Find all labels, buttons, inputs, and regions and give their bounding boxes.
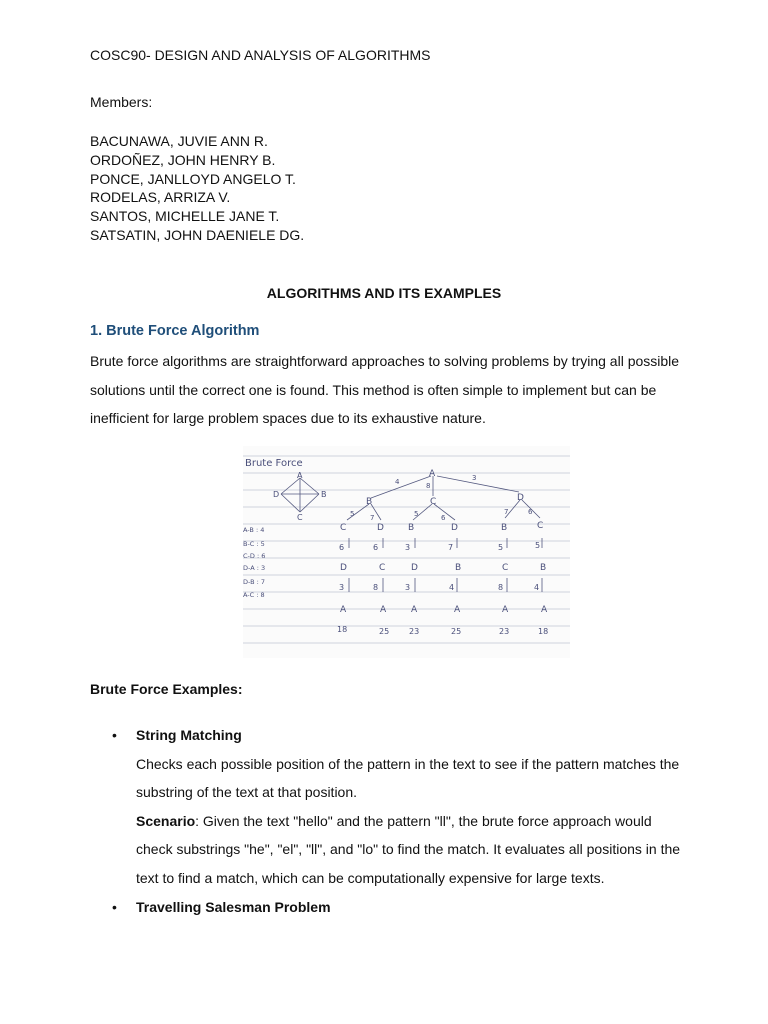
list-item [112,893,692,922]
bullet-icon: • [112,898,117,915]
edge-list [243,526,265,599]
tree-weight: 6 [441,514,446,522]
examples-list [112,721,692,921]
graph-node-c: C [297,513,303,522]
graph-node-d: D [273,490,280,499]
member-name: RODELAS, ARRIZA V. [90,189,231,206]
example-title: Travelling Salesman Problem [136,898,331,915]
tree-node: A [411,605,418,615]
scenario-text: : Given the text "hello" and the pattern "ll", the brute force approach would check substrings "he", "el", "ll", and "lo" to find the match. It evaluates all positions in the text to find a match, which can be computationally expensive for large texts. [136,812,681,886]
tree-node: D [377,523,384,533]
tree-node: B [366,497,373,507]
tree-weight: 7 [504,508,509,516]
member-name: PONCE, JANLLOYD ANGELO T. [90,170,296,187]
algorithm-description: Brute force algorithms are straightforward approaches to solving problems by trying all possible solutions until the correct one is found. This method is often simple to implement but can be inefficient for large problem spaces due to its exhaustive nature. [90,353,680,426]
path-total: 25 [379,627,390,636]
tree-weight: 5 [498,543,504,552]
path-total: 18 [538,627,549,636]
section-title: ALGORITHMS AND ITS EXAMPLES [266,285,502,301]
tree-node: B [540,563,547,573]
figure-title: Brute Force [245,458,303,469]
tree-weight: 6 [339,543,345,552]
member-name: BACUNAWA, JUVIE ANN R. [90,133,268,149]
tree-weight: 4 [534,583,540,592]
tree-weight: 5 [350,510,355,518]
tree-node: A [502,605,509,615]
tree-node: D [411,563,418,573]
tree-weight: 5 [535,541,541,550]
tree-node: C [537,521,544,531]
tree-weight: 5 [414,510,419,518]
tree-weight: 3 [405,543,411,552]
tree-weight: 6 [528,508,533,516]
example-description: Checks each possible position of the pattern in the text to see if the pattern matches the substring of the text at that position. [136,755,680,801]
tree-node: C [379,563,386,573]
tree-node: B [501,523,508,533]
edge-label: C-D : 6 [243,552,266,560]
tree-node: A [454,605,461,615]
edge-label: D-B : 7 [243,578,266,586]
tree-node: B [408,523,415,533]
path-total: 25 [451,627,462,636]
graph-node-b: B [321,490,327,499]
graph-node-a: A [297,471,303,480]
path-total: 23 [409,627,420,636]
tree-weight: 8 [498,583,504,592]
tree-weight: 8 [373,583,379,592]
tree-node: B [455,563,462,573]
tree-weight: 3 [339,583,345,592]
algorithm-heading: 1. Brute Force Algorithm [90,323,260,339]
tree-node: A [380,605,387,615]
tree-node: C [502,563,509,573]
tree-weight: 6 [373,543,379,552]
tree-weight: 3 [405,583,411,592]
member-name: SANTOS, MICHELLE JANE T. [90,208,280,225]
tree-node: C [430,497,437,507]
path-total: 18 [337,625,348,634]
scenario-label: Scenario [136,812,196,829]
tree-weight: 3 [472,474,477,482]
path-total: 23 [499,627,510,636]
course-title: COSC90- DESIGN AND ANALYSIS OF ALGORITHMS [90,47,431,63]
edge-label: D-A : 3 [243,564,266,572]
tree-node: C [340,523,347,533]
edge-label: B-C : 5 [243,540,265,548]
examples-title: Brute Force Examples: [90,681,243,697]
example-title: String Matching [136,727,242,743]
member-name: ORDOÑEZ, JOHN HENRY B. [90,151,276,168]
tree-node: D [517,493,524,503]
tree-node: A [340,605,347,615]
members-label: Members: [90,94,153,110]
list-item [112,721,692,893]
tree-weight: 7 [448,543,454,552]
members-list [90,132,304,245]
tree-root: A [429,469,436,479]
bullet-icon: • [112,727,117,743]
tree-node: D [451,523,458,533]
brute-force-figure [243,446,570,658]
edge-label: A-B : 4 [243,526,265,534]
brute-force-sketch [243,446,570,658]
edge-label: A-C : 8 [243,591,265,599]
tree-node: A [541,605,548,615]
tree-weight: 8 [426,482,431,490]
tree-node: D [340,563,347,573]
member-name: SATSATIN, JOHN DAENIELE DG. [90,226,305,243]
tree-weight: 4 [449,583,455,592]
tree-weight: 4 [395,478,400,486]
example-scenario [136,807,692,893]
tree-weight: 7 [370,514,375,522]
tree-nodes [337,469,548,636]
